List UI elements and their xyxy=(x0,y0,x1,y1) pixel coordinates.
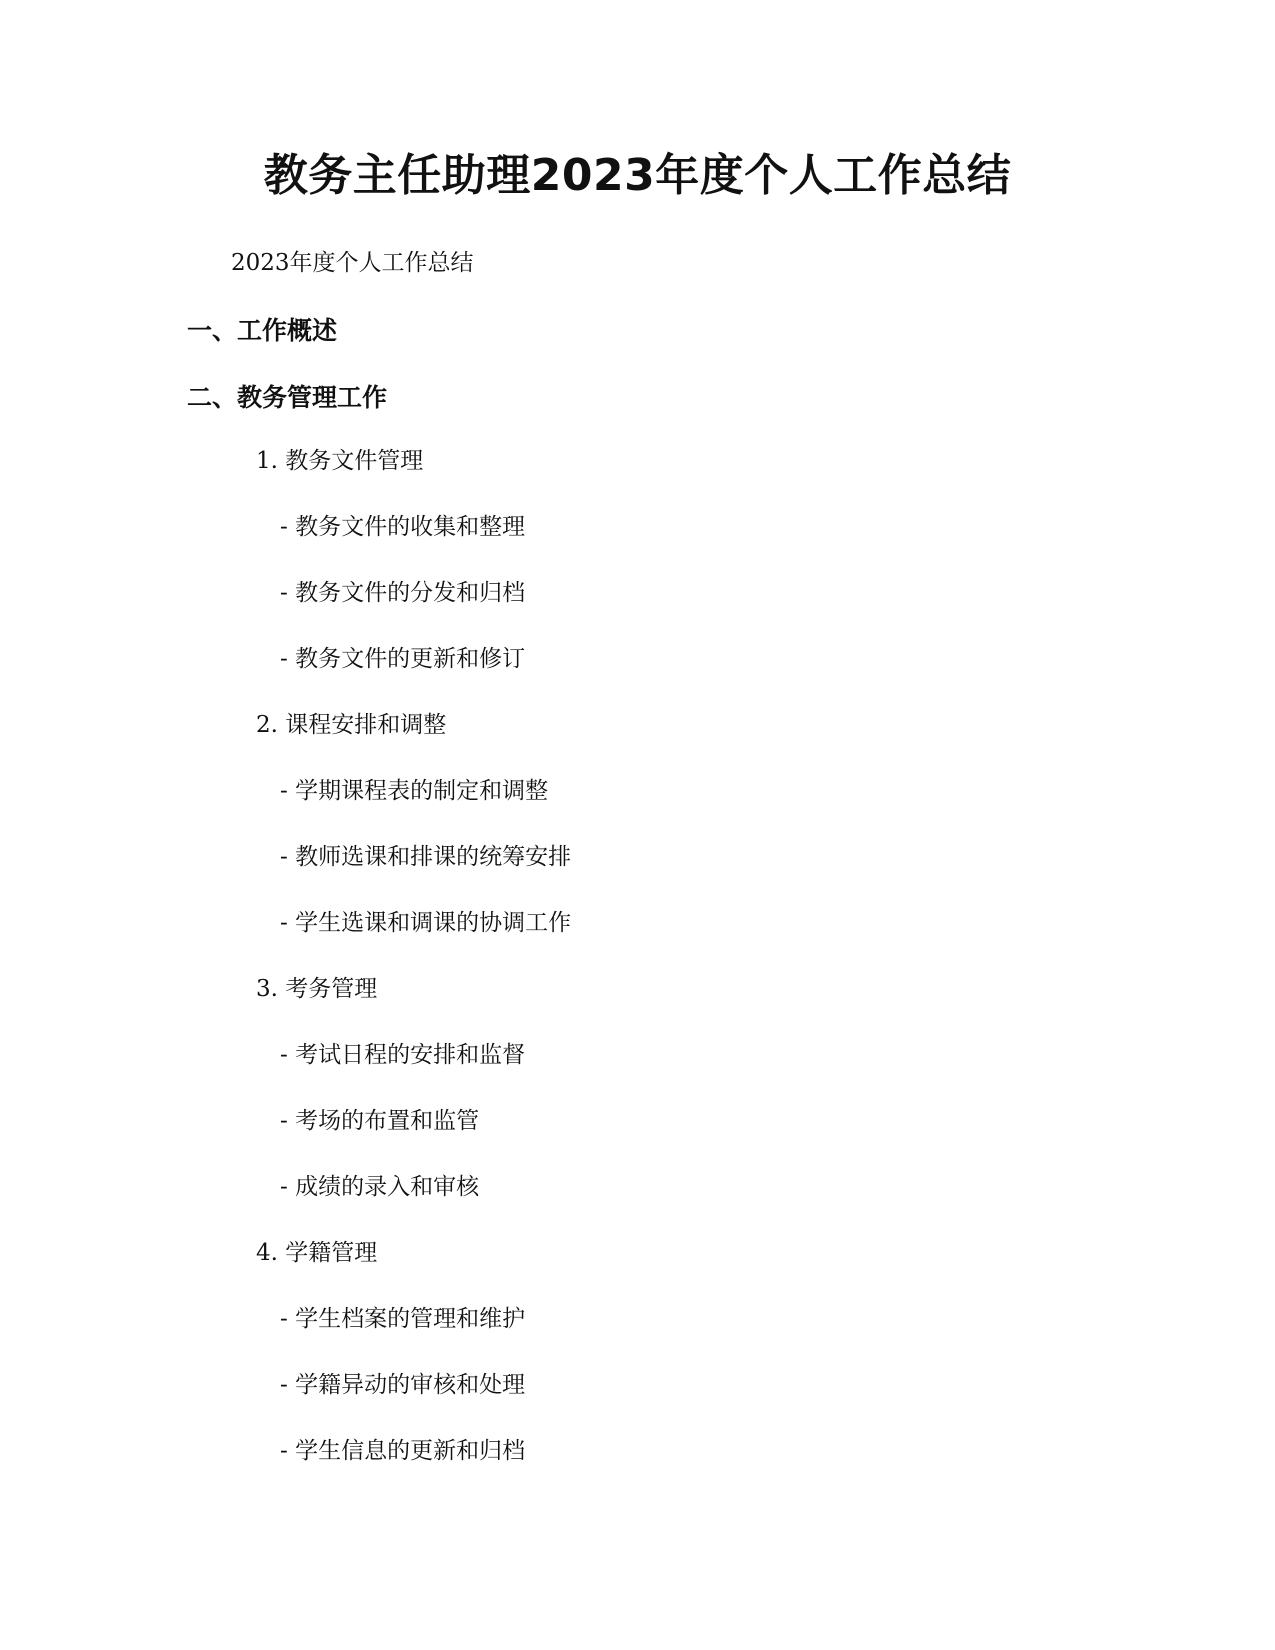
list-subitem: - 成绩的录入和审核 xyxy=(280,1174,480,1200)
list-subitem: - 教务文件的更新和修订 xyxy=(280,646,526,672)
list-subitem: - 学生信息的更新和归档 xyxy=(280,1438,526,1464)
list-subitem: - 教务文件的收集和整理 xyxy=(280,514,526,540)
list-item-title: 2. 课程安排和调整 xyxy=(256,712,447,738)
list-subitem: - 学生选课和调课的协调工作 xyxy=(280,910,572,936)
document-subtitle: 2023年度个人工作总结 xyxy=(231,250,474,276)
list-subitem: - 教务文件的分发和归档 xyxy=(280,580,526,606)
list-item-title: 1. 教务文件管理 xyxy=(256,448,424,474)
list-subitem: - 考场的布置和监管 xyxy=(280,1108,480,1134)
section-heading-academic-management: 二、教务管理工作 xyxy=(187,383,388,412)
list-subitem: - 教师选课和排课的统筹安排 xyxy=(280,844,572,870)
list-subitem: - 学生档案的管理和维护 xyxy=(280,1306,526,1332)
section-heading-overview: 一、工作概述 xyxy=(187,316,338,345)
document-title: 教务主任助理2023年度个人工作总结 xyxy=(263,150,1012,201)
list-item-title: 3. 考务管理 xyxy=(256,976,378,1002)
list-subitem: - 考试日程的安排和监督 xyxy=(280,1042,526,1068)
list-subitem: - 学期课程表的制定和调整 xyxy=(280,778,549,804)
list-item-title: 4. 学籍管理 xyxy=(256,1240,378,1266)
work-items-list xyxy=(0,446,1275,1502)
list-subitem: - 学籍异动的审核和处理 xyxy=(280,1372,526,1398)
